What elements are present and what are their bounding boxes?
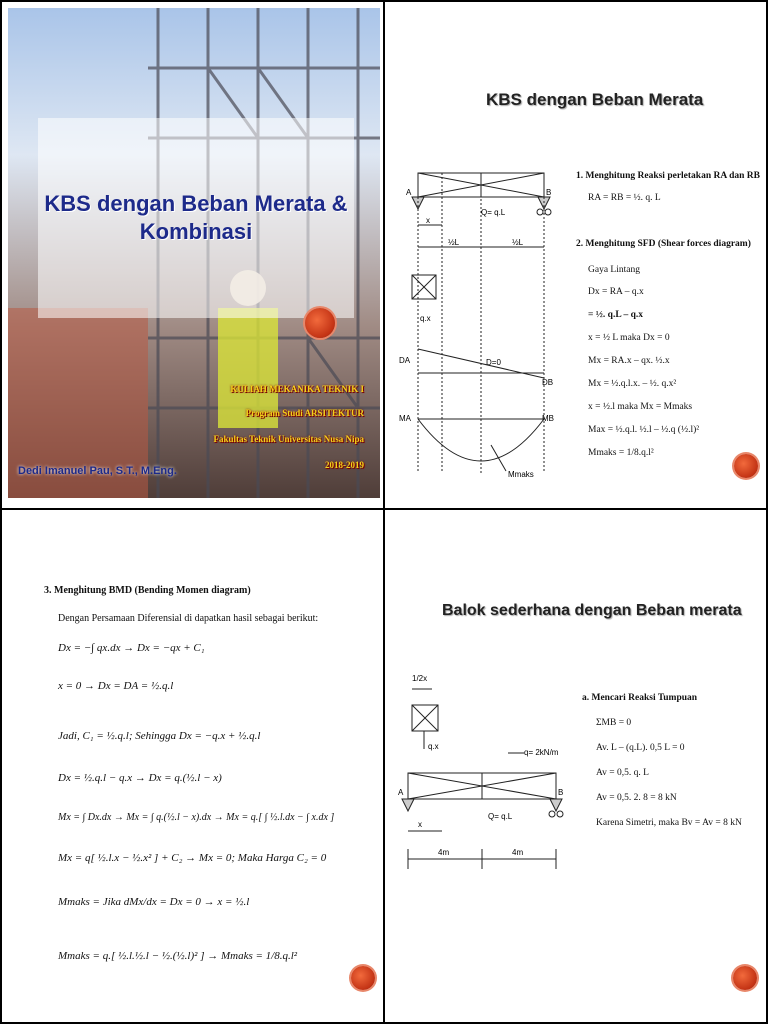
label-b: B bbox=[546, 188, 552, 197]
label-x: x bbox=[418, 820, 422, 829]
divider-vertical bbox=[383, 0, 385, 1024]
slide-title-text bbox=[38, 190, 354, 246]
sfd-line: = ½. q.L – q.x bbox=[588, 310, 644, 320]
label-mb: MB bbox=[542, 414, 554, 423]
bmd-equation: Mmaks = q.[ ½.l.½.l − ½.(½.l)² ] → Mmaks = 1/8.q.l² bbox=[58, 950, 298, 962]
slide-kbs-uniform-load bbox=[386, 8, 760, 498]
label-half-2: ½L bbox=[512, 238, 524, 247]
label-db: DB bbox=[542, 378, 554, 387]
label-half-1: ½L bbox=[448, 238, 460, 247]
label-load: q= 2kN/m bbox=[524, 748, 559, 757]
label-span-2: 4m bbox=[512, 848, 524, 857]
sfd-line: Mx = ½.q.l.x. – ½. q.x² bbox=[588, 379, 677, 389]
slide-title: KBS dengan Beban Merata bbox=[486, 90, 704, 109]
reaction-line: Av = 0,5. 2. 8 = 8 kN bbox=[596, 793, 677, 803]
reaction-line: Av = 0,5. q. L bbox=[596, 768, 649, 778]
reaction-line: Karena Simetri, maka Bv = Av = 8 kN bbox=[596, 818, 742, 828]
slide-title bbox=[8, 8, 380, 498]
title-line-2: Kombinasi bbox=[139, 219, 253, 244]
sfd-line: Mx = RA.x – qx. ½.x bbox=[588, 356, 670, 366]
sfd-line: Max = ½.q.l. ½.l – ½.q (½.l)² bbox=[588, 425, 700, 435]
beam-diagram bbox=[396, 163, 556, 493]
sfd-line: Dx = RA – q.x bbox=[588, 287, 644, 297]
bmd-equation: Mmaks = Jika dMx/dx = Dx = 0 → x = ½.l bbox=[58, 896, 250, 908]
step1-equation: RA = RB = ½. q. L bbox=[588, 193, 661, 203]
slide-bmd bbox=[8, 514, 380, 1014]
bmd-equation: x = 0 → Dx = DA = ½.q.l bbox=[58, 680, 174, 692]
sfd-line: x = ½.l maka Mx = Mmaks bbox=[588, 402, 693, 412]
bmd-intro: Dengan Persamaan Diferensial di dapatkan hasil sebagai berikut: bbox=[58, 613, 319, 624]
bmd-equation: Dx = ½.q.l − q.x → Dx = q.(½.l − x) bbox=[58, 772, 222, 784]
step1-heading: 1. Menghitung Reaksi perletakan RA dan RB bbox=[576, 171, 760, 181]
label-span-1: 4m bbox=[438, 848, 450, 857]
label-qx: q.x bbox=[428, 742, 439, 751]
bmd-heading: 3. Menghitung BMD (Bending Momen diagram) bbox=[44, 585, 251, 596]
label-qx: q.x bbox=[420, 314, 431, 323]
sfd-line: Mmaks = 1/8.q.l² bbox=[588, 448, 654, 458]
author-name: Dedi Imanuel Pau, S.T., M.Eng. bbox=[18, 465, 177, 477]
label-load: Q= q.L bbox=[481, 208, 506, 217]
sfd-line: x = ½ L maka Dx = 0 bbox=[588, 333, 670, 343]
divider-horizontal bbox=[0, 508, 768, 510]
step2-heading: 2. Menghitung SFD (Shear forces diagram) bbox=[576, 239, 751, 249]
label-da: DA bbox=[399, 356, 411, 365]
university-logo bbox=[351, 966, 375, 990]
label-x: x bbox=[426, 216, 430, 225]
label-a: A bbox=[398, 788, 404, 797]
course-line-3: Fakultas Teknik Universitas Nusa Nipa bbox=[213, 434, 364, 444]
reaction-heading: a. Mencari Reaksi Tumpuan bbox=[582, 693, 698, 703]
bmd-equation: Jadi, C₁ = ½.q.l; Sehingga Dx = −q.x + ½.q.l bbox=[58, 730, 261, 742]
simple-beam-diagram bbox=[398, 669, 568, 889]
slide-simple-beam bbox=[386, 514, 760, 1014]
title-line-1: KBS dengan Beban Merata & bbox=[44, 191, 348, 216]
university-logo bbox=[305, 308, 335, 338]
label-ma: MA bbox=[399, 414, 411, 423]
label-mmaks: Mmaks bbox=[508, 470, 534, 479]
course-line-4: 2018-2019 bbox=[325, 460, 364, 470]
frame-left bbox=[0, 0, 2, 1024]
bmd-equation: Mx = q[ ½.l.x − ½.x² ] + C₂ → Mx = 0; Maka Harga C₂ = 0 bbox=[58, 852, 327, 864]
reaction-line: ΣMB = 0 bbox=[596, 718, 632, 728]
label-a: A bbox=[406, 188, 412, 197]
label-d0: D=0 bbox=[486, 358, 501, 367]
label-half: 1/2x bbox=[412, 674, 428, 683]
sfd-line: Gaya Lintang bbox=[588, 265, 640, 275]
course-line-1: KULIAH MEKANIKA TEKNIK I bbox=[230, 384, 364, 394]
frame-top bbox=[0, 0, 768, 2]
university-logo bbox=[733, 966, 757, 990]
course-line-2: Program Studi ARSITEKTUR bbox=[245, 408, 364, 418]
label-b: B bbox=[558, 788, 564, 797]
university-logo bbox=[734, 454, 758, 478]
bmd-equation: Mx = ∫ Dx.dx → Mx = ∫ q.(½.l − x).dx → Mx = q.[ ∫ ½.l.dx − ∫ x.dx ] bbox=[58, 812, 335, 823]
reaction-line: Av. L – (q.L). 0,5 L = 0 bbox=[596, 743, 685, 753]
slide-title: Balok sederhana dengan Beban merata bbox=[442, 602, 742, 619]
bmd-equation: Dx = −∫ qx.dx → Dx = −qx + C₁ bbox=[58, 642, 205, 654]
label-Q: Q= q.L bbox=[488, 812, 513, 821]
